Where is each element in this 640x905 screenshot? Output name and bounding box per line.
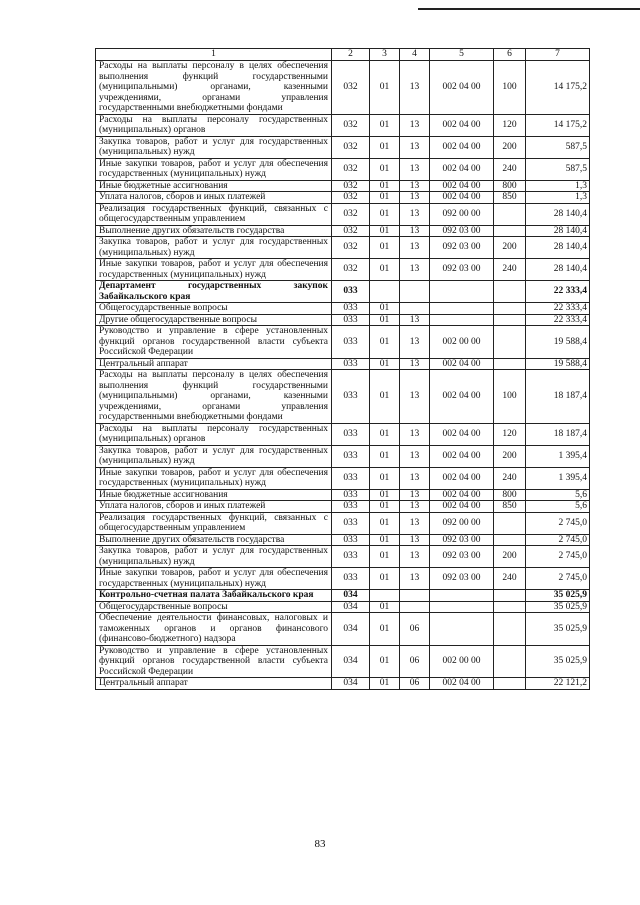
row-description: Общегосударственные вопросы [96, 303, 332, 315]
expense-type-code [494, 645, 526, 678]
row-description: Центральный аппарат [96, 678, 332, 690]
header-cell: 7 [526, 49, 590, 61]
table-header-row [96, 49, 590, 61]
expense-type-code [494, 314, 526, 326]
top-rule [418, 8, 640, 10]
amount: 28 140,4 [526, 237, 590, 259]
expense-type-code: 100 [494, 370, 526, 424]
row-description: Иные закупки товаров, работ и услуг для обеспечения государственных (муниципальных) нужд [96, 259, 332, 281]
expense-type-code [494, 225, 526, 237]
row-description: Выполнение других обязательств государства [96, 534, 332, 546]
section-code: 01 [370, 423, 400, 445]
ministry-code: 033 [332, 489, 370, 501]
ministry-code: 033 [332, 423, 370, 445]
target-article-code [430, 590, 494, 602]
target-article-code: 002 04 00 [430, 358, 494, 370]
table-row [96, 136, 590, 158]
amount: 35 025,9 [526, 645, 590, 678]
expense-type-code: 120 [494, 423, 526, 445]
subsection-code: 13 [400, 534, 430, 546]
ministry-code: 033 [332, 546, 370, 568]
section-code [370, 281, 400, 303]
section-code: 01 [370, 237, 400, 259]
subsection-code: 13 [400, 237, 430, 259]
amount: 5,6 [526, 489, 590, 501]
target-article-code: 002 04 00 [430, 114, 494, 136]
row-description: Расходы на выплаты персоналу в целях обеспечения выполнения функций государственными (муниципальными) органами, казенными учреждениями, органами управления государственными внебюджетными фондами [96, 61, 332, 115]
budget-table [95, 48, 590, 690]
ministry-code: 034 [332, 590, 370, 602]
subsection-code: 13 [400, 259, 430, 281]
subsection-code: 13 [400, 467, 430, 489]
amount: 22 333,4 [526, 314, 590, 326]
subsection-code: 13 [400, 326, 430, 359]
amount: 18 187,4 [526, 423, 590, 445]
header-cell: 5 [430, 49, 494, 61]
amount: 1 395,4 [526, 467, 590, 489]
row-description: Центральный аппарат [96, 358, 332, 370]
subsection-code: 13 [400, 225, 430, 237]
expense-type-code: 240 [494, 467, 526, 489]
amount: 587,5 [526, 158, 590, 180]
section-code: 01 [370, 678, 400, 690]
table-row [96, 512, 590, 534]
row-description: Уплата налогов, сборов и иных платежей [96, 192, 332, 204]
row-description: Расходы на выплаты персоналу в целях обеспечения выполнения функций государственными (муниципальными) органами, казенными учреждениями, органами управления государственными внебюджетными фондами [96, 370, 332, 424]
expense-type-code [494, 590, 526, 602]
section-code: 01 [370, 180, 400, 192]
table-row [96, 423, 590, 445]
table-row [96, 303, 590, 315]
subsection-code: 13 [400, 546, 430, 568]
section-code: 01 [370, 326, 400, 359]
table-row [96, 225, 590, 237]
expense-type-code [494, 678, 526, 690]
row-description: Расходы на выплаты персоналу государственных (муниципальных) органов [96, 114, 332, 136]
amount: 14 175,2 [526, 114, 590, 136]
target-article-code: 002 04 00 [430, 489, 494, 501]
row-description: Закупка товаров, работ и услуг для государственных (муниципальных) нужд [96, 136, 332, 158]
table-row [96, 645, 590, 678]
expense-type-code [494, 601, 526, 613]
target-article-code: 092 03 00 [430, 546, 494, 568]
table-row [96, 445, 590, 467]
ministry-code: 032 [332, 203, 370, 225]
expense-type-code: 200 [494, 136, 526, 158]
table-row [96, 613, 590, 646]
subsection-code: 13 [400, 61, 430, 115]
amount: 35 025,9 [526, 601, 590, 613]
subsection-code [400, 601, 430, 613]
target-article-code: 002 04 00 [430, 445, 494, 467]
ministry-code: 032 [332, 61, 370, 115]
target-article-code: 092 03 00 [430, 225, 494, 237]
row-description: Закупка товаров, работ и услуг для государственных (муниципальных) нужд [96, 445, 332, 467]
amount: 2 745,0 [526, 546, 590, 568]
expense-type-code: 100 [494, 61, 526, 115]
section-code: 01 [370, 61, 400, 115]
row-description: Иные бюджетные ассигнования [96, 180, 332, 192]
amount: 2 745,0 [526, 534, 590, 546]
amount: 22 333,4 [526, 281, 590, 303]
subsection-code [400, 590, 430, 602]
subsection-code: 13 [400, 501, 430, 513]
expense-type-code [494, 358, 526, 370]
target-article-code: 002 04 00 [430, 501, 494, 513]
subsection-code: 13 [400, 512, 430, 534]
table-row [96, 237, 590, 259]
section-code [370, 590, 400, 602]
ministry-code: 033 [332, 445, 370, 467]
section-code: 01 [370, 489, 400, 501]
target-article-code: 002 04 00 [430, 136, 494, 158]
section-code: 01 [370, 601, 400, 613]
ministry-code: 033 [332, 534, 370, 546]
target-article-code: 002 00 00 [430, 326, 494, 359]
ministry-code: 032 [332, 259, 370, 281]
table-row [96, 358, 590, 370]
ministry-code: 033 [332, 467, 370, 489]
subsection-code: 13 [400, 489, 430, 501]
table-row [96, 489, 590, 501]
subsection-code: 13 [400, 192, 430, 204]
table-row [96, 568, 590, 590]
amount: 28 140,4 [526, 225, 590, 237]
amount: 28 140,4 [526, 203, 590, 225]
target-article-code [430, 314, 494, 326]
section-code: 01 [370, 534, 400, 546]
expense-type-code: 240 [494, 259, 526, 281]
section-code: 01 [370, 613, 400, 646]
section-code: 01 [370, 314, 400, 326]
amount: 19 588,4 [526, 326, 590, 359]
table-row [96, 61, 590, 115]
row-description: Иные закупки товаров, работ и услуг для обеспечения государственных (муниципальных) нужд [96, 568, 332, 590]
expense-type-code: 240 [494, 158, 526, 180]
target-article-code: 002 04 00 [430, 467, 494, 489]
expense-type-code: 200 [494, 546, 526, 568]
target-article-code [430, 303, 494, 315]
target-article-code: 092 03 00 [430, 568, 494, 590]
amount: 5,6 [526, 501, 590, 513]
section-code: 01 [370, 158, 400, 180]
row-description: Обеспечение деятельности финансовых, налоговых и таможенных органов и органов финансового (финансово-бюджетного) надзора [96, 613, 332, 646]
expense-type-code [494, 326, 526, 359]
table-row [96, 158, 590, 180]
expense-type-code [494, 512, 526, 534]
section-code: 01 [370, 467, 400, 489]
table-row [96, 281, 590, 303]
subsection-code: 13 [400, 445, 430, 467]
row-description: Иные закупки товаров, работ и услуг для обеспечения государственных (муниципальных) нужд [96, 158, 332, 180]
ministry-code: 033 [332, 370, 370, 424]
table-row [96, 467, 590, 489]
header-cell: 4 [400, 49, 430, 61]
ministry-code: 034 [332, 678, 370, 690]
target-article-code: 092 00 00 [430, 512, 494, 534]
section-code: 01 [370, 358, 400, 370]
section-code: 01 [370, 501, 400, 513]
subsection-code: 06 [400, 645, 430, 678]
amount: 1,3 [526, 180, 590, 192]
table-row [96, 203, 590, 225]
subsection-code: 13 [400, 370, 430, 424]
ministry-code: 033 [332, 568, 370, 590]
section-code: 01 [370, 225, 400, 237]
amount: 587,5 [526, 136, 590, 158]
row-description: Руководство и управление в сфере установленных функций органов государственной власти субъекта Российской Федерации [96, 326, 332, 359]
ministry-code: 034 [332, 613, 370, 646]
target-article-code: 002 04 00 [430, 370, 494, 424]
ministry-code: 032 [332, 225, 370, 237]
target-article-code: 092 03 00 [430, 259, 494, 281]
row-description: Закупка товаров, работ и услуг для государственных (муниципальных) нужд [96, 237, 332, 259]
section-code: 01 [370, 645, 400, 678]
expense-type-code [494, 613, 526, 646]
row-description: Расходы на выплаты персоналу государственных (муниципальных) органов [96, 423, 332, 445]
subsection-code: 13 [400, 358, 430, 370]
subsection-code: 06 [400, 678, 430, 690]
ministry-code: 032 [332, 158, 370, 180]
amount: 14 175,2 [526, 61, 590, 115]
ministry-code: 033 [332, 303, 370, 315]
table-row [96, 192, 590, 204]
expense-type-code: 800 [494, 489, 526, 501]
amount: 35 025,9 [526, 613, 590, 646]
target-article-code: 002 04 00 [430, 192, 494, 204]
amount: 28 140,4 [526, 259, 590, 281]
amount: 19 588,4 [526, 358, 590, 370]
amount: 22 121,2 [526, 678, 590, 690]
table-row [96, 534, 590, 546]
amount: 35 025,9 [526, 590, 590, 602]
row-description: Закупка товаров, работ и услуг для государственных (муниципальных) нужд [96, 546, 332, 568]
table-row [96, 678, 590, 690]
section-code: 01 [370, 303, 400, 315]
ministry-code: 034 [332, 601, 370, 613]
ministry-code: 033 [332, 326, 370, 359]
ministry-code: 033 [332, 501, 370, 513]
target-article-code: 002 04 00 [430, 678, 494, 690]
target-article-code [430, 613, 494, 646]
ministry-code: 032 [332, 192, 370, 204]
section-code: 01 [370, 568, 400, 590]
row-description: Выполнение других обязательств государства [96, 225, 332, 237]
row-description: Контрольно-счетная палата Забайкальского края [96, 590, 332, 602]
ministry-code: 032 [332, 180, 370, 192]
row-description: Другие общегосударственные вопросы [96, 314, 332, 326]
table-row [96, 114, 590, 136]
header-cell: 3 [370, 49, 400, 61]
table-row [96, 601, 590, 613]
table-row [96, 326, 590, 359]
section-code: 01 [370, 512, 400, 534]
row-description: Общегосударственные вопросы [96, 601, 332, 613]
section-code: 01 [370, 370, 400, 424]
ministry-code: 034 [332, 645, 370, 678]
section-code: 01 [370, 114, 400, 136]
header-cell: 6 [494, 49, 526, 61]
subsection-code: 06 [400, 613, 430, 646]
ministry-code: 033 [332, 358, 370, 370]
subsection-code: 13 [400, 314, 430, 326]
ministry-code: 033 [332, 314, 370, 326]
table-row [96, 370, 590, 424]
expense-type-code: 120 [494, 114, 526, 136]
section-code: 01 [370, 546, 400, 568]
section-code: 01 [370, 259, 400, 281]
amount: 2 745,0 [526, 568, 590, 590]
target-article-code [430, 601, 494, 613]
expense-type-code: 200 [494, 445, 526, 467]
subsection-code: 13 [400, 158, 430, 180]
amount: 18 187,4 [526, 370, 590, 424]
row-description: Департамент государственных закупок Забайкальского края [96, 281, 332, 303]
table-row [96, 259, 590, 281]
header-cell: 1 [96, 49, 332, 61]
subsection-code: 13 [400, 423, 430, 445]
header-cell: 2 [332, 49, 370, 61]
target-article-code: 002 04 00 [430, 61, 494, 115]
expense-type-code [494, 281, 526, 303]
subsection-code: 13 [400, 203, 430, 225]
table-row [96, 314, 590, 326]
ministry-code: 032 [332, 136, 370, 158]
amount: 2 745,0 [526, 512, 590, 534]
expense-type-code: 800 [494, 180, 526, 192]
row-description: Уплата налогов, сборов и иных платежей [96, 501, 332, 513]
subsection-code [400, 303, 430, 315]
expense-type-code [494, 303, 526, 315]
row-description: Иные бюджетные ассигнования [96, 489, 332, 501]
subsection-code [400, 281, 430, 303]
target-article-code: 002 04 00 [430, 158, 494, 180]
subsection-code: 13 [400, 568, 430, 590]
page-number: 83 [314, 838, 326, 850]
table-row [96, 501, 590, 513]
row-description: Реализация государственных функций, связанных с общегосударственным управлением [96, 203, 332, 225]
target-article-code: 092 03 00 [430, 534, 494, 546]
ministry-code: 032 [332, 114, 370, 136]
subsection-code: 13 [400, 136, 430, 158]
table-row [96, 590, 590, 602]
section-code: 01 [370, 136, 400, 158]
subsection-code: 13 [400, 180, 430, 192]
expense-type-code: 200 [494, 237, 526, 259]
budget-table-body [96, 49, 590, 690]
ministry-code: 033 [332, 512, 370, 534]
amount: 1 395,4 [526, 445, 590, 467]
section-code: 01 [370, 203, 400, 225]
ministry-code: 032 [332, 237, 370, 259]
target-article-code: 092 03 00 [430, 237, 494, 259]
target-article-code: 002 04 00 [430, 423, 494, 445]
ministry-code: 033 [332, 281, 370, 303]
subsection-code: 13 [400, 114, 430, 136]
section-code: 01 [370, 192, 400, 204]
row-description: Иные закупки товаров, работ и услуг для обеспечения государственных (муниципальных) нужд [96, 467, 332, 489]
target-article-code: 002 00 00 [430, 645, 494, 678]
amount: 22 333,4 [526, 303, 590, 315]
row-description: Реализация государственных функций, связанных с общегосударственным управлением [96, 512, 332, 534]
amount: 1,3 [526, 192, 590, 204]
expense-type-code: 240 [494, 568, 526, 590]
target-article-code: 002 04 00 [430, 180, 494, 192]
table-row [96, 180, 590, 192]
expense-type-code [494, 203, 526, 225]
section-code: 01 [370, 445, 400, 467]
target-article-code [430, 281, 494, 303]
expense-type-code [494, 534, 526, 546]
expense-type-code: 850 [494, 501, 526, 513]
target-article-code: 092 00 00 [430, 203, 494, 225]
expense-type-code: 850 [494, 192, 526, 204]
table-row [96, 546, 590, 568]
row-description: Руководство и управление в сфере установленных функций органов государственной власти субъекта Российской Федерации [96, 645, 332, 678]
